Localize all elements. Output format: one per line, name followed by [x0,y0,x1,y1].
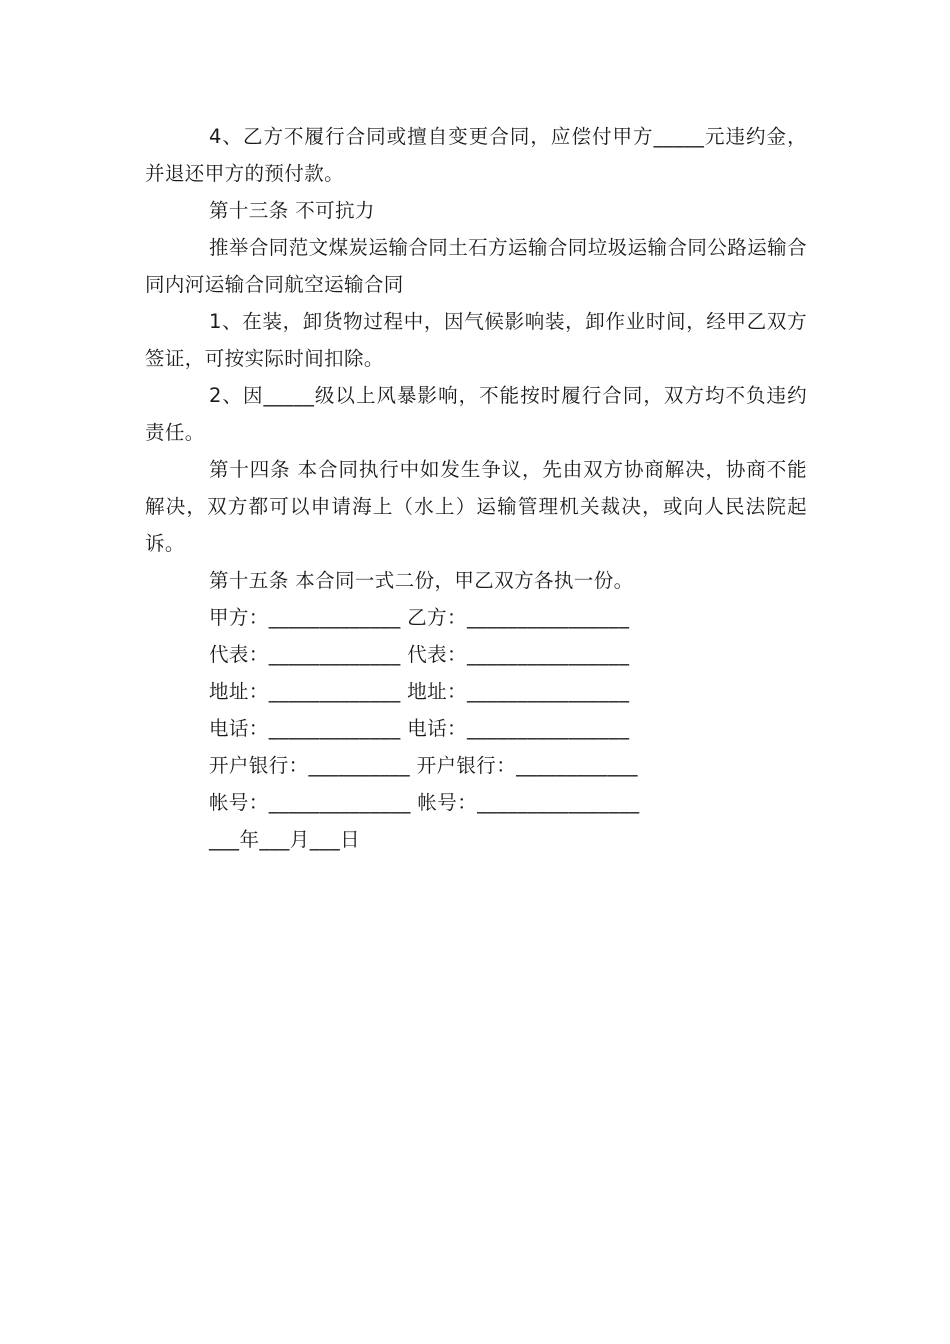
date-line: ___年___月___日 [209,828,361,851]
signature-bank-line: 开户银行：__________ 开户银行：____________ [209,754,638,777]
signature-address-line: 地址：_____________ 地址：________________ [209,680,630,703]
signature-phone-line: 电话：_____________ 电话：________________ [209,717,630,740]
signature-account-line: 帐号：______________ 帐号：________________ [209,791,640,814]
signature-party-line: 甲方：_____________ 乙方：________________ [209,606,630,629]
signature-representative-line: 代表：_____________ 代表：________________ [209,643,630,666]
document-body [145,118,807,858]
signature-block [145,599,807,858]
clause-4-paragraph: 4、乙方不履行合同或擅自变更合同，应偿付甲方_____元违约金，并退还甲方的预付款。 [145,125,807,185]
clause-13-1-paragraph: 1、在装，卸货物过程中，因气候影响装，卸作业时间，经甲乙双方签证，可按实际时间扣除。 [145,310,807,370]
article-15-paragraph: 第十五条 本合同一式二份，甲乙双方各执一份。 [209,569,634,592]
article-14-paragraph: 第十四条 本合同执行中如发生争议，先由双方协商解决，协商不能解决，双方都可以申请海上（水上）运输管理机关裁决，或向人民法院起诉。 [145,458,807,555]
clause-13-2-paragraph: 2、因_____级以上风暴影响，不能按时履行合同，双方均不负违约责任。 [145,384,807,444]
article-13-heading: 第十三条 不可抗力 [209,199,375,222]
recommend-paragraph: 推举合同范文煤炭运输合同土石方运输合同垃圾运输合同公路运输合同内河运输合同航空运输合同 [145,236,807,296]
